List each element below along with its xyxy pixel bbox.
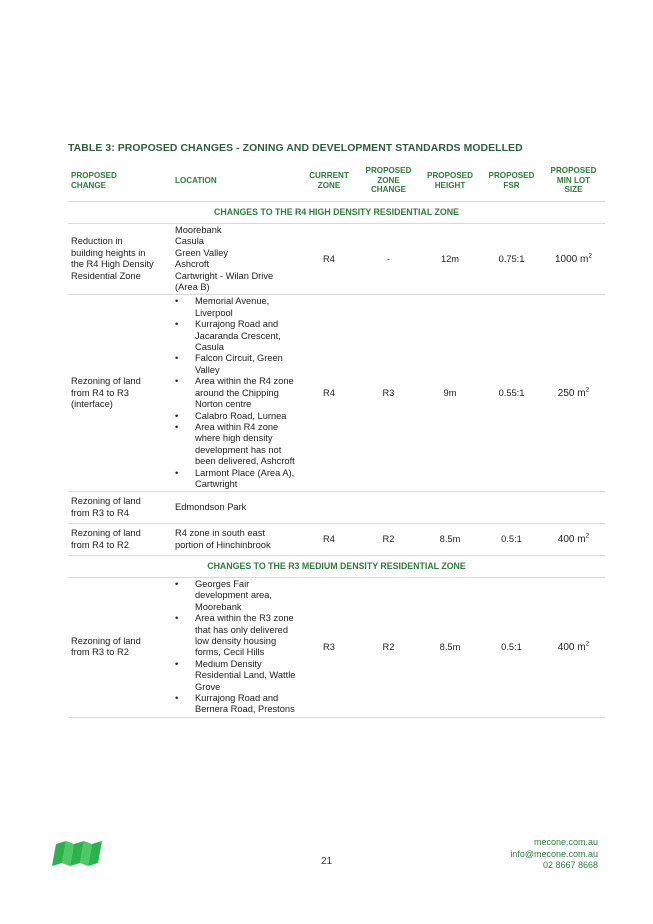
cell-location (172, 577, 300, 717)
cell-proposed-zone: - (358, 224, 419, 295)
section-title: CHANGES TO THE R3 MEDIUM DENSITY RESIDENTIAL ZONE (68, 555, 605, 577)
cell-current-zone (300, 492, 358, 524)
cell-proposed-zone: R2 (358, 524, 419, 556)
cell-location (172, 295, 300, 492)
cell-proposed-zone: R3 (358, 295, 419, 492)
section-row-r3 (68, 555, 605, 577)
email-link[interactable]: info@mecone.com.au (510, 848, 598, 859)
list-item: • Larmont Place (Area A), Cartwright (195, 468, 297, 491)
table-title: TABLE 3: PROPOSED CHANGES - ZONING AND DEVELOPMENT STANDARDS MODELLED (68, 143, 523, 154)
list-item: • Area within the R4 zone around the Chipping Norton centre (195, 376, 297, 410)
cell-change: Rezoning of land from R3 to R4 (68, 492, 172, 524)
list-item: • Georges Fair development area, Moorebank (195, 579, 297, 613)
contact-block (510, 837, 598, 872)
table-row (68, 295, 605, 492)
cell-fsr: 0.55:1 (481, 295, 542, 492)
header-proposed-fsr: PROPOSED FSR (481, 160, 542, 202)
cell-change: Rezoning of land from R4 to R2 (68, 524, 172, 556)
cell-fsr: 0.5:1 (481, 577, 542, 717)
cell-lot-size: 1000 $m^2$ (542, 224, 605, 295)
cell-current-zone: R4 (300, 524, 358, 556)
table-row (68, 224, 605, 295)
cell-height: 12m (419, 224, 481, 295)
list-item: • Calabro Road, Lurnea (195, 411, 297, 422)
cell-change: Rezoning of land from R4 to R3 (interface) (68, 295, 172, 492)
cell-proposed-zone (358, 492, 419, 524)
location-list (175, 579, 297, 716)
cell-change: Rezoning of land from R3 to R2 (68, 577, 172, 717)
cell-current-zone: R3 (300, 577, 358, 717)
section-title: CHANGES TO THE R4 HIGH DENSITY RESIDENTIAL ZONE (68, 202, 605, 224)
zoning-table (68, 160, 605, 718)
cell-proposed-zone: R2 (358, 577, 419, 717)
header-row (68, 160, 605, 202)
cell-current-zone: R4 (300, 295, 358, 492)
cell-location: Edmondson Park (172, 492, 300, 524)
cell-height: 9m (419, 295, 481, 492)
list-item: • Area within the R3 zone that has only delivered low density housing forms, Cecil Hills (195, 613, 297, 659)
cell-height: 8.5m (419, 524, 481, 556)
cell-fsr (481, 492, 542, 524)
header-proposed-change: PROPOSED CHANGE (68, 160, 172, 202)
list-item: • Kurrajong Road and Jacaranda Crescent, Casula (195, 319, 297, 353)
cell-lot-size: 400 $m^2$ (542, 577, 605, 717)
section-row-r4 (68, 202, 605, 224)
cell-height: 8.5m (419, 577, 481, 717)
website-link[interactable]: mecone.com.au (533, 837, 598, 847)
cell-height (419, 492, 481, 524)
table-row (68, 492, 605, 524)
cell-fsr: 0.5:1 (481, 524, 542, 556)
cell-location: R4 zone in south east portion of Hinchinbrook (172, 524, 300, 556)
list-item: • Area within R4 zone where high density development has not been delivered, Ashcroft (195, 422, 297, 468)
table-row (68, 577, 605, 717)
list-item: • Falcon Circuit, Green Valley (195, 353, 297, 376)
list-item: • Kurrajong Road and Bernera Road, Prestons (195, 693, 297, 716)
list-item: • Medium Density Residential Land, Wattle Grove (195, 659, 297, 693)
page-number: 21 (320, 856, 333, 867)
header-proposed-min-lot-size: PROPOSED MIN LOT SIZE (542, 160, 605, 202)
cell-current-zone: R4 (300, 224, 358, 295)
table-row (68, 524, 605, 556)
cell-location: Moorebank Casula Green Valley Ashcroft Cartwright - Wilan Drive (Area B) (172, 224, 300, 295)
phone-number: 02 8667 8668 (542, 860, 598, 871)
cell-lot-size: 250 $m^2$ (542, 295, 605, 492)
cell-lot-size: 400 $m^2$ (542, 524, 605, 556)
header-current-zone: CURRENT ZONE (300, 160, 358, 202)
cell-change: Reduction in building heights in the R4 High Density Residential Zone (68, 224, 172, 295)
cell-lot-size (542, 492, 605, 524)
list-item: • Memorial Avenue, Liverpool (195, 296, 297, 319)
header-proposed-height: PROPOSED HEIGHT (419, 160, 481, 202)
cell-fsr: 0.75:1 (481, 224, 542, 295)
header-location: LOCATION (172, 160, 300, 202)
header-proposed-zone-change: PROPOSED ZONE CHANGE (358, 160, 419, 202)
location-list (175, 296, 297, 490)
